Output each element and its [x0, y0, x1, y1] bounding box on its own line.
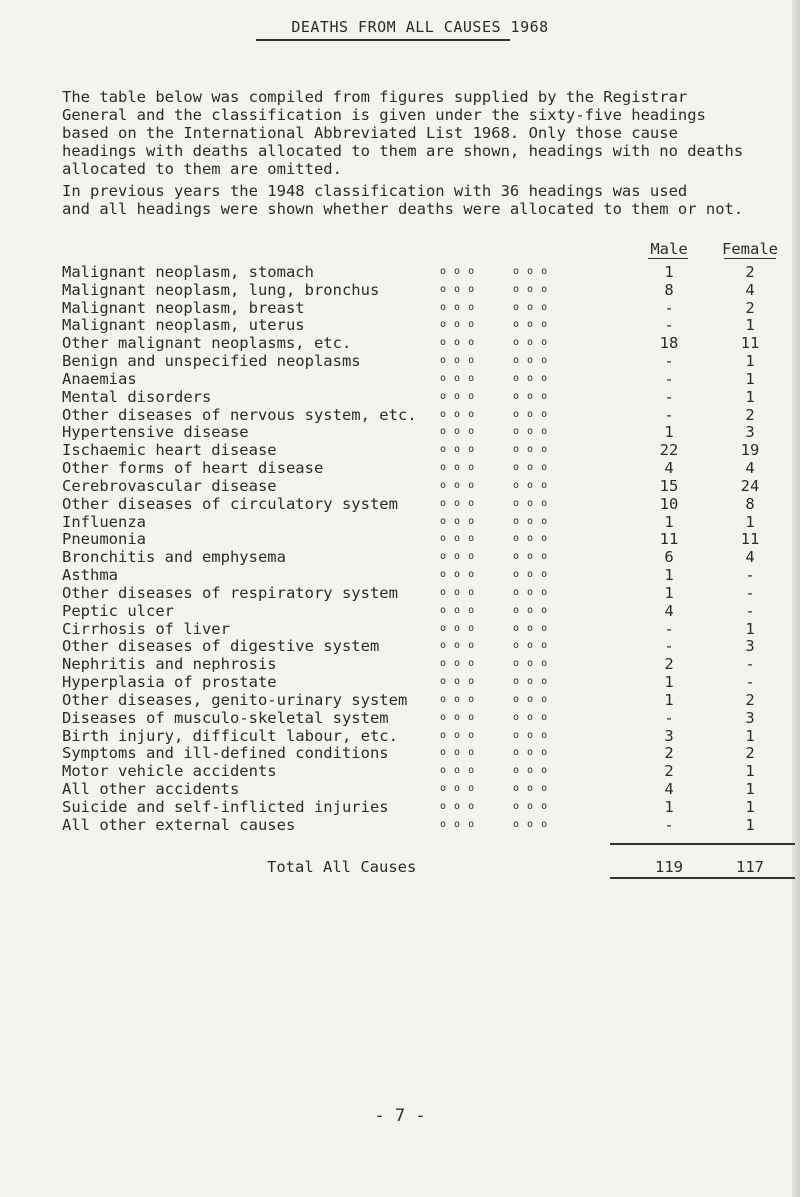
leader-dots: o o o: [513, 319, 549, 331]
history-line: In previous years the 1948 classification with 36 headings was used: [62, 182, 688, 200]
female-count: -: [745, 583, 755, 602]
leader-dots: o o o: [513, 586, 549, 598]
leader-dots: o o o: [440, 408, 476, 420]
table-row: [0, 673, 800, 691]
female-count: 1: [745, 726, 755, 745]
male-count: 8: [664, 280, 674, 299]
leader-dots: o o o: [513, 622, 549, 634]
title-underline: [256, 39, 510, 41]
leader-dots: o o o: [513, 711, 549, 723]
male-count: 1: [664, 583, 674, 602]
cause-name: Other malignant neoplasms, etc.: [62, 334, 352, 353]
male-count: -: [664, 619, 674, 638]
leader-dots: o o o: [440, 569, 476, 581]
table-row: [0, 281, 800, 299]
leader-dots: o o o: [513, 408, 549, 420]
male-count: -: [664, 708, 674, 727]
cause-name: Other diseases of digestive system: [62, 637, 380, 656]
leader-dots: o o o: [513, 337, 549, 349]
male-count: -: [664, 369, 674, 388]
cause-name: Anaemias: [62, 369, 137, 388]
female-count: 8: [745, 494, 755, 513]
male-count: 3: [664, 726, 674, 745]
leader-dots: o o o: [513, 551, 549, 563]
leader-dots: o o o: [440, 390, 476, 402]
cause-name: Suicide and self-inflicted injuries: [62, 797, 389, 816]
table-row: [0, 620, 800, 638]
cause-name: Benign and unspecified neoplasms: [62, 352, 361, 371]
intro-line: General and the classification is given under the sixty-five headings: [62, 106, 706, 124]
intro-line: allocated to them are omitted.: [62, 160, 342, 178]
table-row: [0, 744, 800, 762]
leader-dots: o o o: [513, 783, 549, 795]
cause-name: Malignant neoplasm, lung, bronchus: [62, 280, 380, 299]
leader-dots: o o o: [513, 569, 549, 581]
female-count: 11: [740, 530, 760, 549]
table-row: [0, 530, 800, 548]
leader-dots: o o o: [513, 604, 549, 616]
leader-dots: o o o: [440, 319, 476, 331]
male-count: 1: [664, 690, 674, 709]
cause-name: Motor vehicle accidents: [62, 762, 277, 781]
leader-dots: o o o: [513, 640, 549, 652]
leader-dots: o o o: [440, 479, 476, 491]
leader-dots: o o o: [440, 800, 476, 812]
cause-name: Cerebrovascular disease: [62, 476, 277, 495]
table-row: [0, 762, 800, 780]
male-count: 15: [659, 476, 679, 495]
total-top-rule: [610, 843, 795, 845]
leader-dots: o o o: [513, 426, 549, 438]
leader-dots: o o o: [440, 533, 476, 545]
table-row: [0, 495, 800, 513]
leader-dots: o o o: [440, 426, 476, 438]
female-count: -: [745, 655, 755, 674]
leader-dots: o o o: [513, 818, 549, 830]
female-count: 19: [740, 441, 760, 460]
female-count: 1: [745, 619, 755, 638]
table-row: [0, 441, 800, 459]
cause-name: Hypertensive disease: [62, 423, 249, 442]
intro-line: based on the International Abbreviated List 1968. Only those cause: [62, 124, 678, 142]
leader-dots: o o o: [513, 515, 549, 527]
female-count: 3: [745, 637, 755, 656]
leader-dots: o o o: [513, 693, 549, 705]
total-bottom-rule: [610, 877, 795, 879]
cause-name: Mental disorders: [62, 387, 212, 406]
leader-dots: o o o: [440, 658, 476, 670]
cause-name: All other external causes: [62, 815, 296, 834]
table-row: [0, 263, 800, 281]
intro-line: headings with deaths allocated to them are shown, headings with no deaths: [62, 142, 744, 160]
cause-name: Cirrhosis of liver: [62, 619, 230, 638]
table-row: [0, 548, 800, 566]
leader-dots: o o o: [440, 372, 476, 384]
table-row: [0, 370, 800, 388]
cause-name: Malignant neoplasm, stomach: [62, 263, 314, 281]
table-row: [0, 816, 800, 834]
leader-dots: o o o: [440, 497, 476, 509]
male-count: 10: [659, 494, 679, 513]
male-count: 1: [664, 566, 674, 585]
male-count: 1: [664, 512, 674, 531]
male-count: 11: [659, 530, 679, 549]
female-count: 2: [745, 263, 755, 281]
leader-dots: o o o: [513, 462, 549, 474]
male-count: 1: [664, 423, 674, 442]
female-count: 24: [740, 476, 760, 495]
total-label: Total All Causes: [267, 858, 417, 876]
male-column-header: Male: [650, 240, 688, 258]
cause-name: Other forms of heart disease: [62, 459, 324, 478]
page-number: - 7 -: [374, 1106, 426, 1126]
female-count: 4: [745, 548, 755, 567]
male-count: 2: [664, 762, 674, 781]
table-row: [0, 780, 800, 798]
leader-dots: o o o: [440, 301, 476, 313]
female-count: 4: [745, 459, 755, 478]
table-row: [0, 459, 800, 477]
female-count: 1: [745, 815, 755, 834]
female-count: 1: [745, 797, 755, 816]
male-count: 4: [664, 780, 674, 799]
cause-name: All other accidents: [62, 780, 240, 799]
female-count: -: [745, 673, 755, 692]
male-count: 4: [664, 601, 674, 620]
female-count: 2: [745, 405, 755, 424]
history-line: and all headings were shown whether deaths were allocated to them or not.: [62, 200, 744, 218]
table-row: [0, 513, 800, 531]
table-row: [0, 566, 800, 584]
female-count: 11: [740, 334, 760, 353]
table-row: [0, 316, 800, 334]
cause-name: Symptoms and ill-defined conditions: [62, 744, 389, 763]
leader-dots: o o o: [440, 266, 476, 277]
history-paragraph: [62, 182, 762, 218]
female-count: 1: [745, 316, 755, 335]
intro-line: The table below was compiled from figures supplied by the Registrar: [62, 88, 688, 106]
cause-name: Bronchitis and emphysema: [62, 548, 286, 567]
intro-paragraph: [62, 88, 762, 178]
page-title: DEATHS FROM ALL CAUSES 1968: [291, 18, 549, 36]
female-count: 4: [745, 280, 755, 299]
female-count: 3: [745, 423, 755, 442]
male-count: -: [664, 387, 674, 406]
leader-dots: o o o: [440, 515, 476, 527]
male-count: 1: [664, 263, 674, 281]
male-count: -: [664, 352, 674, 371]
female-count: 2: [745, 298, 755, 317]
leader-dots: o o o: [440, 355, 476, 367]
male-count: -: [664, 316, 674, 335]
leader-dots: o o o: [440, 693, 476, 705]
leader-dots: o o o: [440, 747, 476, 759]
leader-dots: o o o: [513, 497, 549, 509]
female-count: 2: [745, 690, 755, 709]
table-row: [0, 709, 800, 727]
table-row: [0, 388, 800, 406]
cause-name: Hyperplasia of prostate: [62, 673, 277, 692]
male-count: 18: [659, 334, 679, 353]
cause-name: Other diseases of circulatory system: [62, 494, 398, 513]
leader-dots: o o o: [440, 729, 476, 741]
male-count: -: [664, 298, 674, 317]
leader-dots: o o o: [440, 337, 476, 349]
leader-dots: o o o: [513, 283, 549, 295]
male-count: 2: [664, 744, 674, 763]
leader-dots: o o o: [513, 390, 549, 402]
leader-dots: o o o: [513, 729, 549, 741]
cause-name: Malignant neoplasm, uterus: [62, 316, 305, 335]
table-row: [0, 637, 800, 655]
table-row: [0, 477, 800, 495]
female-column-header: Female: [722, 240, 778, 258]
cause-name: Diseases of musculo-skeletal system: [62, 708, 389, 727]
male-count: 22: [659, 441, 679, 460]
male-count: 1: [664, 673, 674, 692]
male-count: 2: [664, 655, 674, 674]
female-count: 1: [745, 780, 755, 799]
leader-dots: o o o: [513, 266, 549, 277]
leader-dots: o o o: [440, 622, 476, 634]
male-count: 4: [664, 459, 674, 478]
female-count: -: [745, 601, 755, 620]
table-row: [0, 798, 800, 816]
female-count: 1: [745, 369, 755, 388]
leader-dots: o o o: [440, 462, 476, 474]
table-row: [0, 602, 800, 620]
cause-name: Ischaemic heart disease: [62, 441, 277, 460]
leader-dots: o o o: [440, 676, 476, 688]
leader-dots: o o o: [440, 444, 476, 456]
cause-name: Malignant neoplasm, breast: [62, 298, 305, 317]
male-count: 6: [664, 548, 674, 567]
leader-dots: o o o: [513, 676, 549, 688]
leader-dots: o o o: [513, 479, 549, 491]
male-count: -: [664, 815, 674, 834]
leader-dots: o o o: [513, 800, 549, 812]
total-female: 117: [736, 858, 764, 876]
table-row: [0, 352, 800, 370]
leader-dots: o o o: [440, 283, 476, 295]
cause-name: Birth injury, difficult labour, etc.: [62, 726, 398, 745]
female-count: 1: [745, 387, 755, 406]
cause-name: Asthma: [62, 566, 118, 585]
leader-dots: o o o: [440, 765, 476, 777]
female-count: 1: [745, 352, 755, 371]
leader-dots: o o o: [513, 355, 549, 367]
cause-name: Influenza: [62, 512, 146, 531]
total-male: 119: [655, 858, 683, 876]
table-row: [0, 584, 800, 602]
cause-name: Other diseases of respiratory system: [62, 583, 398, 602]
leader-dots: o o o: [513, 747, 549, 759]
leader-dots: o o o: [440, 604, 476, 616]
male-count: -: [664, 637, 674, 656]
leader-dots: o o o: [513, 444, 549, 456]
leader-dots: o o o: [440, 551, 476, 563]
female-count: 1: [745, 512, 755, 531]
table-row: [0, 727, 800, 745]
male-header-underline: [648, 258, 688, 259]
cause-name: Peptic ulcer: [62, 601, 174, 620]
leader-dots: o o o: [440, 818, 476, 830]
leader-dots: o o o: [513, 301, 549, 313]
table-row: [0, 655, 800, 673]
leader-dots: o o o: [440, 783, 476, 795]
table-row: [0, 691, 800, 709]
leader-dots: o o o: [440, 586, 476, 598]
cause-name: Other diseases of nervous system, etc.: [62, 405, 417, 424]
leader-dots: o o o: [513, 658, 549, 670]
leader-dots: o o o: [513, 765, 549, 777]
cause-name: Other diseases, genito-urinary system: [62, 690, 408, 709]
table-row: [0, 334, 800, 352]
female-count: 1: [745, 762, 755, 781]
male-count: 1: [664, 797, 674, 816]
table-row: [0, 406, 800, 424]
female-header-underline: [724, 258, 776, 259]
female-count: 3: [745, 708, 755, 727]
leader-dots: o o o: [440, 640, 476, 652]
female-count: -: [745, 566, 755, 585]
female-count: 2: [745, 744, 755, 763]
cause-name: Pneumonia: [62, 530, 146, 549]
leader-dots: o o o: [513, 533, 549, 545]
leader-dots: o o o: [513, 372, 549, 384]
leader-dots: o o o: [440, 711, 476, 723]
table-row: [0, 423, 800, 441]
cause-name: Nephritis and nephrosis: [62, 655, 277, 674]
table-row: [0, 299, 800, 317]
male-count: -: [664, 405, 674, 424]
